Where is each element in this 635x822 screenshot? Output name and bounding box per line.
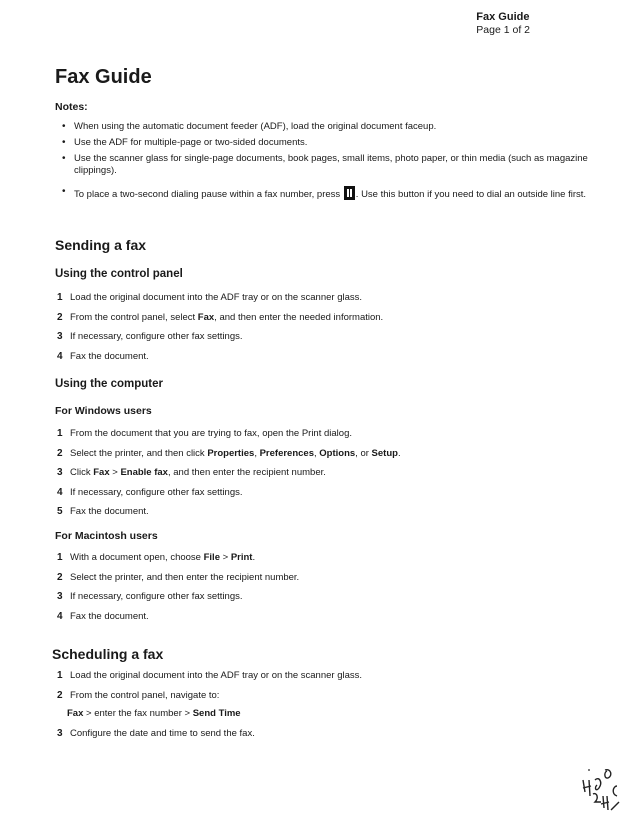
list-item: 4 Fax the document. <box>57 610 149 622</box>
note-item-pause: • To place a two-second dialing pause within a fax number, press . Use this button if you need to dial an outside line first. <box>62 186 587 200</box>
list-item: 2 From the control panel, navigate to: <box>57 689 220 701</box>
macintosh-steps <box>57 552 597 630</box>
bullet-icon: • <box>62 186 66 197</box>
section-heading-sending: Sending a fax <box>55 237 147 253</box>
list-item: 3 Click Fax > Enable fax, and then enter the recipient number. <box>57 467 326 478</box>
notes-list <box>62 121 592 205</box>
control-panel-steps <box>57 292 597 370</box>
header-title: Fax Guide <box>476 11 530 23</box>
list-item: 2 Select the printer, and then enter the recipient number. <box>57 571 300 583</box>
bullet-icon: • <box>62 153 66 164</box>
list-item: 2 Select the printer, and then click Properties, Preferences, Options, or Setup. <box>57 447 401 459</box>
list-item: 3 If necessary, configure other fax settings. <box>57 331 243 342</box>
document-title: Fax Guide <box>55 66 152 88</box>
notes-label: Notes: <box>55 101 88 113</box>
note-item: • Use the ADF for multiple-page or two-sided documents. <box>62 137 308 148</box>
note-item: • When using the automatic document feeder (ADF), load the original document faceup. <box>62 121 437 132</box>
handwritten-signature <box>575 758 625 816</box>
section-heading-scheduling: Scheduling a fax <box>52 646 164 662</box>
header-page-number: Page 1 of 2 <box>476 24 530 36</box>
note-item: • Use the scanner glass for single-page documents, book pages, small items, photo paper, or thin media (such as magazine clippings). <box>62 153 588 176</box>
list-item: 3 Configure the date and time to send the fax. <box>57 727 255 739</box>
list-item: 3 If necessary, configure other fax settings. <box>57 591 243 602</box>
subheading-control-panel: Using the control panel <box>55 268 183 280</box>
list-item: 4 Fax the document. <box>57 350 149 362</box>
list-item: 4 If necessary, configure other fax settings. <box>57 486 243 498</box>
list-item: 1 With a document open, choose File > Print. <box>57 552 256 563</box>
subheading-computer: Using the computer <box>55 378 163 390</box>
page-header <box>476 11 530 37</box>
list-item: 1 From the document that you are trying to fax, open the Print dialog. <box>57 428 352 439</box>
subheading-windows-users: For Windows users <box>55 405 152 417</box>
list-item: 2 From the control panel, select Fax, and then enter the needed information. <box>57 311 384 323</box>
send-time-path: Fax > enter the fax number > Send Time <box>67 708 241 719</box>
list-item: 1 Load the original document into the ADF tray or on the scanner glass. <box>57 670 363 681</box>
subheading-macintosh-users: For Macintosh users <box>55 530 158 542</box>
list-item: 1 Load the original document into the ADF tray or on the scanner glass. <box>57 292 363 303</box>
bullet-icon: • <box>62 137 66 148</box>
bullet-icon: • <box>62 121 66 132</box>
windows-steps <box>57 428 597 526</box>
list-item: 5 Fax the document. <box>57 506 149 517</box>
pause-button-icon <box>344 186 355 200</box>
